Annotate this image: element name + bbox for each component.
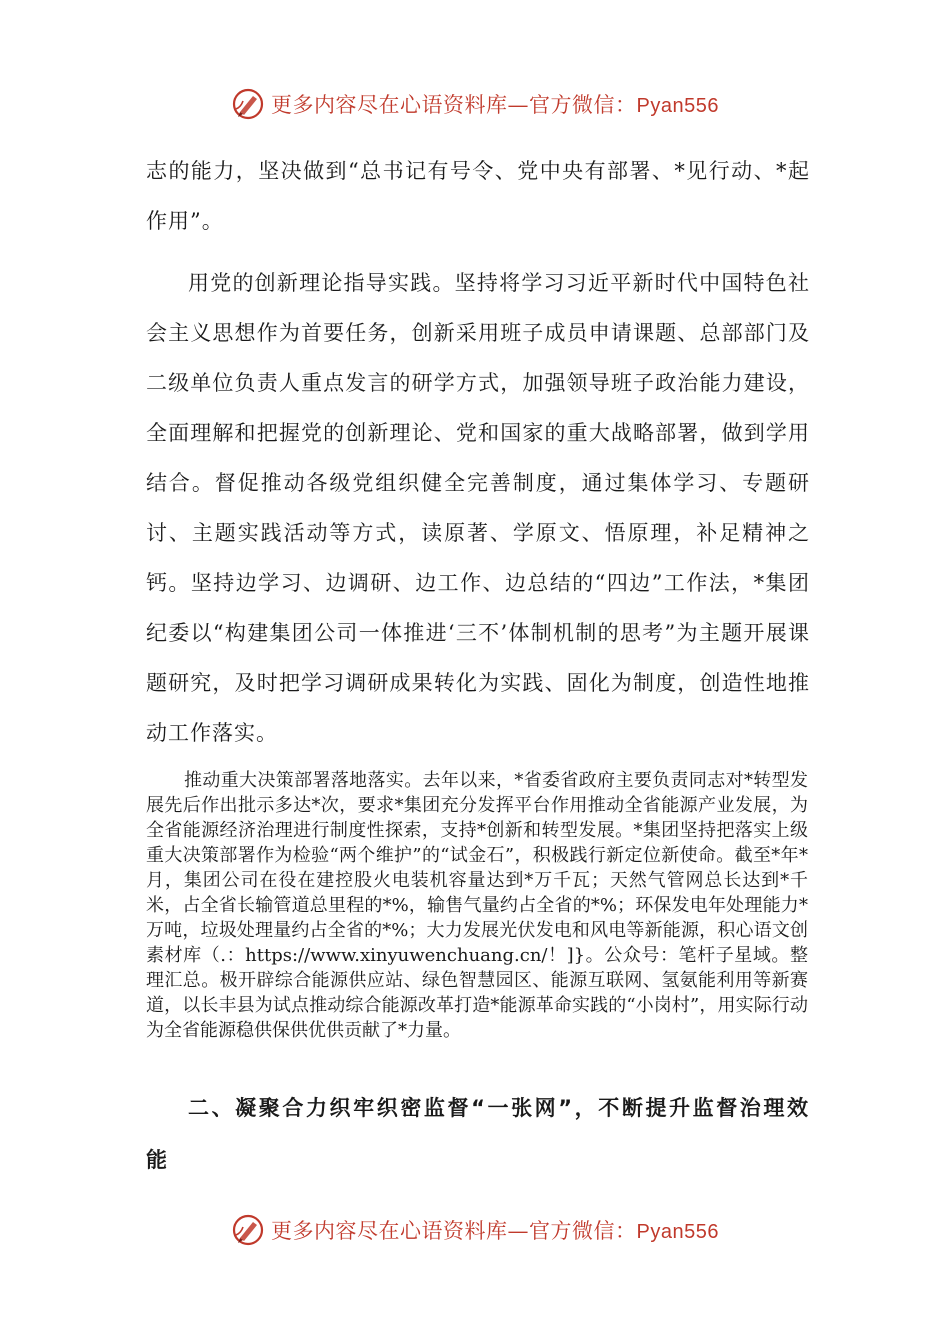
paragraph-continuation: 志的能力，坚决做到“总书记有号令、党中央有部署、*见行动、*起作用”。 <box>146 159 810 233</box>
footer-banner-wechat-id: Pyan556 <box>636 1221 719 1243</box>
header-banner <box>0 82 950 126</box>
header-banner-text: 更多内容尽在心语资料库—官方微信： <box>271 93 637 117</box>
paragraph-theory-practice: 用党的创新理论指导实践。坚持将学习习近平新时代中国特色社会主义思想作为首要任务，创新采用班子成员申请课题、总部部门及二级单位负责人重点发言的研学方式，加强领导班子政治能力建设，全面理解和把握党的创新理论、党和国家的重大战略部署，做到学用结合。督促推动各级党组织健全完善制度，通过集体学习、专题研讨、主题实践活动等方式，读原著、学原文、悟原理，补足精神之钙。坚持边学习、边调研、边工作、边总结的“四边”工作法，*集团纪委以“构建集团公司一体推进‘三不’体制机制的思考”为主题开展课题研究，及时把学习调研成果转化为实践、固化为制度，创造性地推动工作落实。 <box>146 271 810 745</box>
pen-logo-icon <box>231 87 265 121</box>
paragraph-major-decisions: 推动重大决策部署落地落实。去年以来，*省委省政府主要负责同志对*转型发展先后作出批示多达*次，要求*集团充分发挥平台作用推动全省能源产业发展，为全省能源经济治理进行制度性探索，支持*创新和转型发展。*集团坚持把落实上级重大决策部署作为检验“两个维护”的“试金石”，积极践行新定位新使命。截至*年*月，集团公司在役在建控股火电装机容量达到*万千瓦；天然气管网总长达到*千米，占全省长输管道总里程的*%，输售气量约占全省的*%；环保发电年处理能力*万吨，垃圾处理量约占全省的*%；大力发展光伏发电和风电等新能源，积心语文创素材库（.：https://www.xinyuwenchuang.cn/！]}。公众号：笔杆子星域。整理汇总。极开辟综合能源供应站、绿色智慧园区、能源互联网、氢氨能利用等新赛道，以长丰县为试点推动综合能源改革打造*能源革命实践的“小岗村”，用实际行动为全省能源稳供保供优供贡献了*力量。 <box>146 770 808 1041</box>
pen-logo-icon <box>231 1213 265 1247</box>
footer-banner <box>0 1208 950 1252</box>
header-banner-wechat-id: Pyan556 <box>636 95 719 117</box>
footer-banner-text: 更多内容尽在心语资料库—官方微信： <box>271 1219 637 1243</box>
section-heading: 二、凝聚合力织牢织密监督“一张网”，不断提升监督治理效能 <box>146 1096 810 1172</box>
